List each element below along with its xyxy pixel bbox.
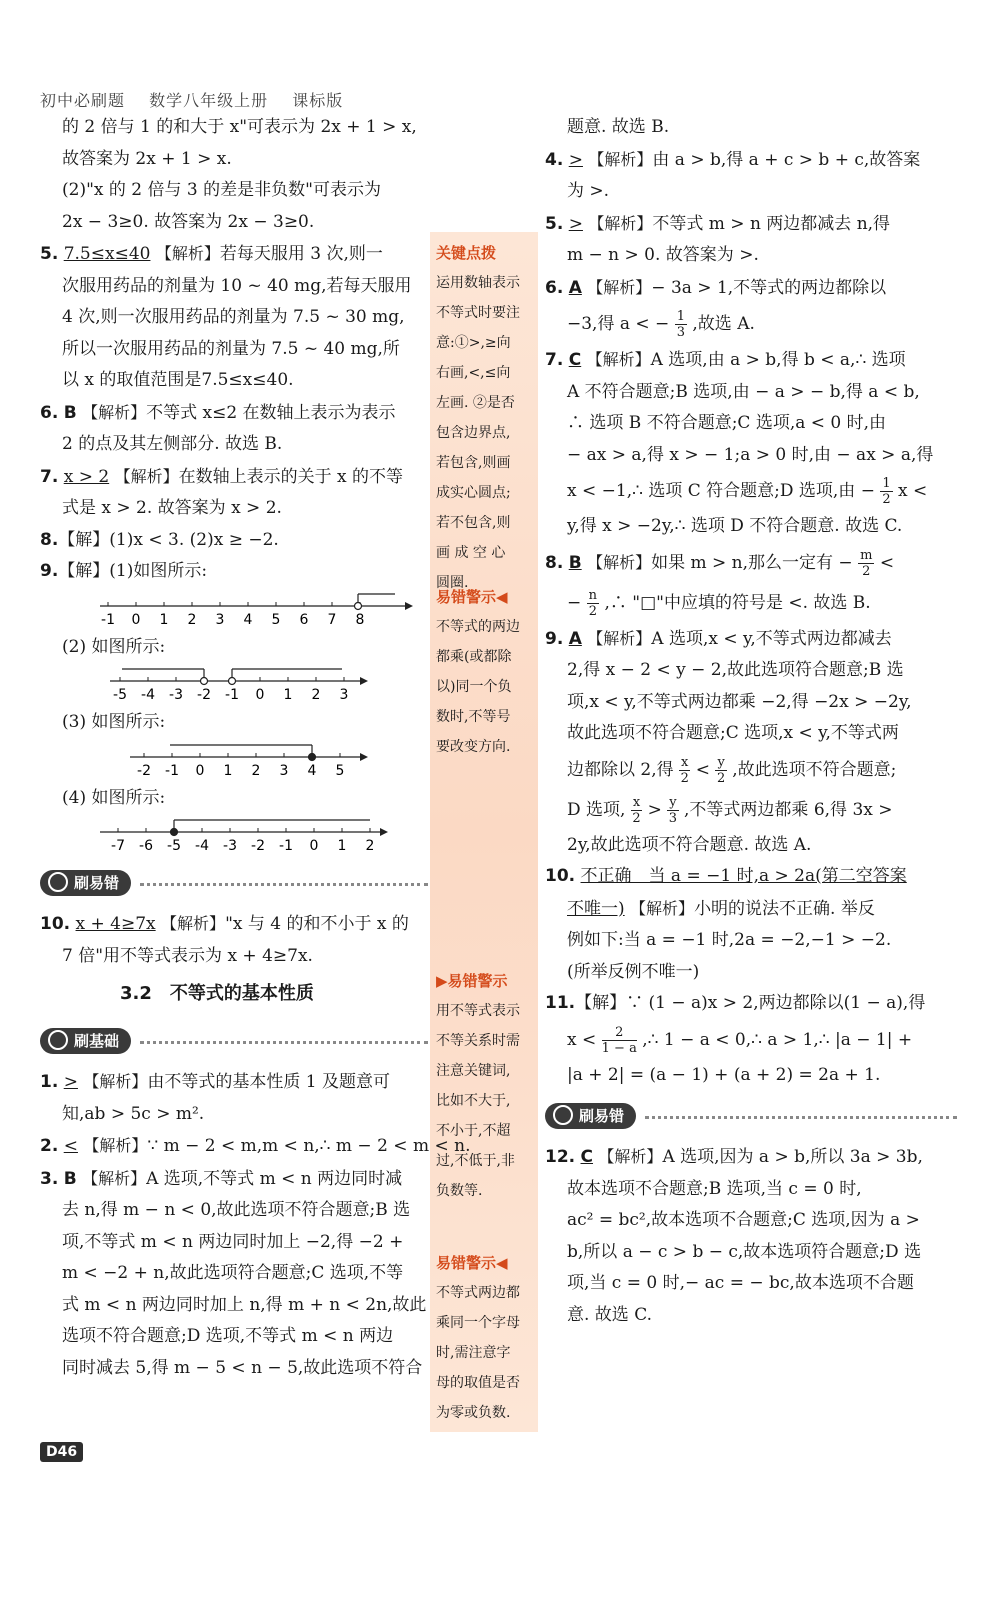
fraction xyxy=(667,795,678,826)
answer: B xyxy=(568,552,582,573)
text: x < xyxy=(898,481,928,501)
sidebar-title: 关键点拨 xyxy=(436,244,497,262)
sidebar-text: 比如不大于, xyxy=(436,1093,511,1109)
number-line-1 xyxy=(60,588,428,632)
text-line: 故本选项不合题意;B 选项,当 c = 0 时, xyxy=(567,1178,862,1199)
banner-pill xyxy=(40,1028,131,1054)
tick-label: 2 xyxy=(365,838,375,854)
text-line: 选项不符合题意;D 选项,不等式 m < n 两边 xyxy=(62,1326,394,1346)
denominator: 3 xyxy=(668,810,678,826)
number-line-3 xyxy=(60,739,428,783)
text: −3,得 a < − xyxy=(567,314,670,334)
sidebar-text: 圆圈. xyxy=(436,575,469,591)
header-edition: 课标版 xyxy=(292,91,344,110)
sidebar-text: 若不包含,则 xyxy=(436,515,511,531)
text-line: 2y,故此选项不符合题意. 故选 A. xyxy=(567,834,812,855)
numerator: m xyxy=(860,547,873,563)
text: 【解】(1)x < 3. (2)x ≥ −2. xyxy=(58,529,279,550)
dotted-rule xyxy=(140,1041,428,1044)
text: < xyxy=(695,759,711,780)
tick-label: -1 xyxy=(165,762,179,779)
header-book: 初中必刷题 xyxy=(40,91,126,110)
question-number: 9. xyxy=(40,561,59,581)
tick-label: -1 xyxy=(225,687,239,703)
question-8r xyxy=(545,543,957,583)
text-line: m − n > 0. 故答案为 >. xyxy=(567,245,759,265)
question-4 xyxy=(545,144,957,177)
sidebar-warning-1 xyxy=(436,582,534,762)
text: x < xyxy=(567,1029,597,1050)
answer: A xyxy=(568,628,582,649)
sidebar-text: 不小于,不超 xyxy=(436,1123,511,1139)
text: ,∴ "□"中应填的符号是 <. 故选 B. xyxy=(604,592,871,613)
number-line-svg xyxy=(60,663,420,707)
analysis-tag: 【解析】 xyxy=(83,1072,148,1091)
question-number: 8. xyxy=(545,552,564,573)
text: 由不等式的基本性质 1 及题意可 xyxy=(147,1072,390,1092)
text-line: (3) 如图所示: xyxy=(62,712,166,732)
question-number: 5. xyxy=(545,213,564,234)
analysis-tag: 【解析】 xyxy=(588,149,653,169)
answer: > xyxy=(568,149,583,170)
text-line: 所以一次服用药品的剂量为 7.5 ~ 40 mg,所 xyxy=(62,338,400,359)
analysis-tag: 【解析】 xyxy=(82,1168,147,1188)
tick-label: 1 xyxy=(159,611,169,628)
number-line-svg xyxy=(60,814,420,858)
tick-label: 8 xyxy=(355,611,365,628)
text-line: 题意. 故选 B. xyxy=(567,117,670,137)
question-6 xyxy=(40,397,428,430)
tick-label: -2 xyxy=(251,838,265,854)
question-number: 12. xyxy=(545,1147,576,1167)
answer: x > 2 xyxy=(63,466,110,487)
sidebar-text: 负数等. xyxy=(436,1183,483,1199)
question-number: 11. xyxy=(545,993,576,1013)
text: 若每天服用 3 次,则一 xyxy=(219,244,383,264)
answer: 7.5≤x≤40 xyxy=(63,244,151,264)
banner-pill xyxy=(40,870,131,896)
text: > xyxy=(647,799,662,820)
text-line: b,所以 a − c > b − c,故本选项符合题意;D 选 xyxy=(567,1241,922,1262)
tick-label: 2 xyxy=(251,762,261,779)
text-line: y,得 x > −2y,∴ 选项 D 不符合题意. 故选 C. xyxy=(567,516,903,536)
banner-label: 刷易错 xyxy=(74,874,120,892)
tick-label: 1 xyxy=(223,762,233,779)
tick-label: -2 xyxy=(197,687,211,703)
tick-label: 0 xyxy=(309,838,319,854)
denominator: 2 xyxy=(716,770,726,786)
brush-icon xyxy=(48,1030,68,1050)
fraction xyxy=(602,1025,637,1056)
sidebar-text: 不等式两边都 xyxy=(436,1285,520,1301)
section-title: 3.2 不等式的基本性质 xyxy=(120,983,314,1004)
tick-label: 3 xyxy=(215,611,225,628)
question-number: 4. xyxy=(545,149,564,170)
text-line xyxy=(545,304,957,344)
denominator: 2 xyxy=(862,563,871,579)
text: A 选项,不等式 m < n 两边同时减 xyxy=(146,1168,403,1189)
sidebar-text: 右画,<,≤向 xyxy=(436,365,511,381)
basic-question-3 xyxy=(40,1163,428,1196)
numerator: x xyxy=(681,754,689,770)
question-12r xyxy=(545,1141,957,1174)
text: 小明的说法不正确. 举反 xyxy=(694,898,875,919)
question-5r xyxy=(545,208,957,241)
answer: 不唯一) xyxy=(567,898,625,919)
text-line: 次服用药品的剂量为 10 ~ 40 mg,若每天服用 xyxy=(62,275,412,296)
question-number: 7. xyxy=(545,350,564,370)
text: A 选项,因为 a > b,所以 3a > 3b, xyxy=(662,1147,923,1167)
numerator: 1 xyxy=(882,476,891,491)
analysis-tag: 【解析】 xyxy=(155,244,220,263)
question-10r xyxy=(545,861,957,893)
answer: C xyxy=(568,350,582,370)
text-line: 2,得 x − 2 < y − 2,故此选项符合题意;B 选 xyxy=(567,660,904,680)
text-line xyxy=(545,750,957,790)
tick-label: -5 xyxy=(167,838,181,854)
analysis-tag: 【解析】 xyxy=(114,466,179,486)
text-line: 例如下:当 a = −1 时,2a = −2,−1 > −2. xyxy=(567,930,892,950)
numerator: n xyxy=(588,587,598,603)
tick-label: -4 xyxy=(141,687,155,703)
text: − 3a > 1,不等式的两边都除以 xyxy=(651,277,887,298)
text: 在数轴上表示的关于 x 的不等 xyxy=(178,466,403,487)
denominator: 2 xyxy=(588,603,597,619)
sidebar-text: 成实心圆点; xyxy=(436,485,511,501)
fraction xyxy=(858,548,874,579)
question-number: 8. xyxy=(40,529,59,550)
answer: A xyxy=(568,277,582,298)
sidebar-warning-2 xyxy=(436,966,534,1206)
text: 不等式 x≤2 在数轴上表示为表示 xyxy=(146,402,396,423)
tick-label: 6 xyxy=(299,611,309,628)
tick-label: 2 xyxy=(311,687,321,703)
tick-label: -7 xyxy=(111,838,125,854)
text-line: 项,当 c = 0 时,− ac = − bc,故本选项不合题 xyxy=(567,1273,914,1293)
fraction xyxy=(675,309,687,340)
analysis-tag: 【解析】 xyxy=(598,1147,663,1166)
denominator: 2 xyxy=(680,770,689,786)
sidebar-text: 不等关系时需 xyxy=(436,1033,520,1049)
tick-label: 7 xyxy=(327,611,337,628)
text-line: 4 次,则一次服用药品的剂量为 7.5 ~ 30 mg, xyxy=(62,307,405,327)
tick-label: -2 xyxy=(137,762,151,779)
analysis-tag: 【解析】 xyxy=(161,914,226,933)
number-line-2 xyxy=(60,663,428,707)
banner-label: 刷基础 xyxy=(74,1032,120,1050)
sidebar-text: 要改变方向. xyxy=(436,739,511,755)
answer: > xyxy=(568,213,583,234)
text: D 选项, xyxy=(567,799,626,820)
text-line: 式是 x > 2. 故答案为 x > 2. xyxy=(62,498,282,518)
text-line: ac² = bc²,故本选项不合题意;C 选项,因为 a > xyxy=(567,1210,920,1230)
fraction xyxy=(679,755,690,786)
question-9 xyxy=(40,556,428,588)
section-banner-basics xyxy=(40,1024,428,1058)
answer: x + 4≥7x xyxy=(75,914,156,934)
denominator: 2 xyxy=(882,492,891,507)
text-line: 的 2 倍与 1 的和大于 x"可表示为 2x + 1 > x, xyxy=(62,117,417,137)
section-banner-errors xyxy=(40,866,428,900)
sidebar-title: 易错警示◀ xyxy=(436,588,508,606)
denominator: 1 − a xyxy=(601,1040,637,1056)
numerator: y xyxy=(669,794,677,810)
section-banner-errors-2 xyxy=(545,1099,957,1133)
sidebar-warning-3 xyxy=(436,1248,534,1428)
brush-icon xyxy=(553,1105,573,1125)
text-line: A 不符合题意;B 选项,由 − a > − b,得 a < b, xyxy=(567,381,920,402)
text: 边都除以 2,得 xyxy=(567,759,674,780)
text-line: (所举反例不唯一) xyxy=(567,961,700,982)
tick-label: -3 xyxy=(223,838,237,854)
numerator: x xyxy=(632,794,641,810)
sidebar-text: 过,不低于,非 xyxy=(436,1153,515,1169)
text-line: ∴ 选项 B 不符合题意;C 选项,a < 0 时,由 xyxy=(567,413,887,433)
question-number: 7. xyxy=(40,466,59,487)
tick-label: 4 xyxy=(307,762,317,779)
analysis-tag: 【解析】 xyxy=(588,213,653,233)
text-line: 同时减去 5,得 m − 5 < n − 5,故此选项不符合 xyxy=(62,1357,423,1378)
text-line xyxy=(545,790,957,830)
text-line: |a + 2| = (a − 1) + (a + 2) = 2a + 1. xyxy=(567,1064,881,1085)
text-line: 故答案为 2x + 1 > x. xyxy=(62,148,232,169)
analysis-tag: 【解析】 xyxy=(587,552,652,572)
tick-label: 0 xyxy=(195,762,205,779)
banner-pill xyxy=(545,1103,636,1129)
question-number: 1. xyxy=(40,1072,59,1092)
sidebar-text: 包含边界点, xyxy=(436,425,511,441)
question-11r xyxy=(545,988,957,1020)
text: A 选项,由 a > b,得 b < a,∴ 选项 xyxy=(650,350,906,370)
sidebar-text: 画 成 空 心 xyxy=(436,545,506,561)
text-line: (2) 如图所示: xyxy=(62,636,166,657)
sidebar-text: 左画. ②是否 xyxy=(436,395,515,411)
number-line-svg xyxy=(60,739,420,783)
text-line xyxy=(545,471,957,511)
text: A 选项,x < y,不等式两边都减去 xyxy=(651,628,892,649)
sidebar-text: 乘同一个字母 xyxy=(436,1315,520,1331)
sidebar-text: 母的取值是否 xyxy=(436,1375,520,1391)
analysis-tag: 【解析】 xyxy=(82,402,147,422)
banner-label: 刷易错 xyxy=(579,1107,625,1125)
question-number: 3. xyxy=(40,1168,59,1189)
text: ,故此选项不符合题意; xyxy=(732,759,897,780)
basic-question-1 xyxy=(40,1066,428,1099)
number-line-4 xyxy=(60,814,428,858)
text: "x 与 4 的和不小于 x 的 xyxy=(225,914,409,934)
sidebar-text: 注意关键词, xyxy=(436,1063,511,1079)
text-line xyxy=(545,1020,957,1060)
tick-label: -1 xyxy=(101,611,115,628)
answer: 不正确 当 a = −1 时,a > 2a(第二空答案 xyxy=(580,866,907,886)
text-line: 为 >. xyxy=(567,181,610,201)
text: 【解】∵ (1 − a)x > 2,两边都除以(1 − a),得 xyxy=(575,993,926,1013)
question-number: 10. xyxy=(545,866,576,886)
numerator: y xyxy=(717,754,725,770)
answer: B xyxy=(63,402,77,423)
sidebar-text: 为零或负数. xyxy=(436,1405,511,1421)
question-number: 6. xyxy=(40,402,59,423)
text-line: 意. 故选 C. xyxy=(567,1304,653,1325)
text-line: (4) 如图所示: xyxy=(62,787,166,808)
number-line-svg xyxy=(60,588,420,632)
tick-label: -4 xyxy=(195,838,209,854)
numerator: 2 xyxy=(602,1025,637,1041)
open-point xyxy=(355,602,362,609)
sidebar-text: 若包含,则画 xyxy=(436,455,511,471)
brush-icon xyxy=(48,872,68,892)
text-line: 7 倍"用不等式表示为 x + 4≥7x. xyxy=(62,945,313,966)
sidebar-text: 都乘(或都除 xyxy=(436,649,512,665)
tick-label: -3 xyxy=(169,687,183,703)
question-7 xyxy=(40,461,428,494)
sidebar-text: 运用数轴表示 xyxy=(436,275,520,291)
fraction xyxy=(631,795,642,826)
text: ,不等式两边都乘 6,得 3x > xyxy=(684,799,893,820)
text: < xyxy=(879,552,895,573)
header-subject: 数学八年级上册 xyxy=(149,91,269,110)
text-line: 以 x 的取值范围是7.5≤x≤40. xyxy=(62,370,294,390)
sidebar-text: 以)同一个负 xyxy=(436,679,512,695)
question-9r xyxy=(545,623,957,656)
text: x < −1,∴ 选项 C 符合题意;D 选项,由 − xyxy=(567,481,875,501)
tick-label: 1 xyxy=(283,687,293,703)
sidebar-text: 用不等式表示 xyxy=(436,1003,520,1019)
analysis-tag: 【解析】 xyxy=(630,898,695,918)
text: 由 a > b,得 a + c > b + c,故答案 xyxy=(652,149,921,170)
text-line: 项,不等式 m < n 两边同时加上 −2,得 −2 + xyxy=(62,1231,404,1252)
text-line xyxy=(545,893,957,926)
fraction xyxy=(587,588,599,619)
fraction xyxy=(880,476,892,507)
sidebar-text: 意:①>,≥向 xyxy=(436,335,511,351)
page-number: D46 xyxy=(40,1442,83,1462)
question-number: 9. xyxy=(545,628,564,649)
answer: C xyxy=(580,1147,594,1167)
sidebar-text: 不等式的两边 xyxy=(436,619,520,635)
text: ,∴ 1 − a < 0,∴ a > 1,∴ |a − 1| + xyxy=(642,1029,913,1050)
text: 不等式 m > n 两边都减去 n,得 xyxy=(652,213,891,234)
text-line: (2)"x 的 2 倍与 3 的差是非负数"可表示为 xyxy=(62,180,381,200)
question-10 xyxy=(40,908,428,941)
fraction xyxy=(715,755,726,786)
tick-label: -6 xyxy=(139,838,153,854)
sidebar-title: 易错警示◀ xyxy=(436,1254,508,1272)
tick-label: 4 xyxy=(243,611,253,628)
analysis-tag: 【解析】 xyxy=(586,350,651,369)
tick-label: -5 xyxy=(113,687,127,703)
tick-label: 1 xyxy=(337,838,347,854)
basic-question-2 xyxy=(40,1130,471,1163)
sidebar-text: 不等式时要注 xyxy=(436,305,520,321)
denominator: 3 xyxy=(676,325,685,340)
question-8 xyxy=(40,525,428,557)
tick-label: 0 xyxy=(131,611,141,628)
question-6r xyxy=(545,272,957,305)
text-line: 去 n,得 m − n < 0,故此选项不符合题意;B 选 xyxy=(62,1200,411,1220)
tick-label: 0 xyxy=(255,687,265,703)
question-number: 6. xyxy=(545,277,564,298)
text-line: 故此选项不符合题意;C 选项,x < y,不等式两 xyxy=(567,723,899,743)
dotted-rule xyxy=(140,883,428,886)
text: 如果 m > n,那么一定有 − xyxy=(651,552,853,573)
denominator: 2 xyxy=(632,810,641,826)
text-line: 式 m < n 两边同时加上 n,得 m + n < 2n,故此 xyxy=(62,1294,427,1315)
analysis-tag: 【解析】 xyxy=(83,1136,148,1155)
question-5 xyxy=(40,238,428,271)
sidebar-key-tip xyxy=(436,238,534,598)
text-line: − ax > a,得 x > − 1;a > 0 时,由 − ax > a,得 xyxy=(567,444,934,465)
answer: > xyxy=(63,1072,78,1092)
text-line: 知,ab > 5c > m². xyxy=(62,1103,205,1124)
tick-label: 5 xyxy=(271,611,281,628)
sidebar-text: 时,需注意字 xyxy=(436,1345,511,1361)
tick-label: 5 xyxy=(335,762,345,779)
text: 【解】(1)如图所示: xyxy=(58,561,208,581)
answer: B xyxy=(63,1168,77,1189)
text-line: 项,x < y,不等式两边都乘 −2,得 −2x > −2y, xyxy=(567,691,912,712)
question-number: 2. xyxy=(40,1136,59,1156)
tick-label: 3 xyxy=(279,762,289,779)
dotted-rule xyxy=(645,1116,957,1119)
numerator: 1 xyxy=(676,309,685,324)
tick-label: 2 xyxy=(187,611,197,628)
question-number: 5. xyxy=(40,244,59,264)
text-line: 2x − 3≥0. 故答案为 2x − 3≥0. xyxy=(62,211,315,232)
analysis-tag: 【解析】 xyxy=(587,628,652,648)
sidebar-title: ▶易错警示 xyxy=(436,972,508,990)
question-number: 10. xyxy=(40,914,71,934)
text: ,故选 A. xyxy=(692,314,755,334)
page-header xyxy=(40,88,361,111)
answer: < xyxy=(63,1136,78,1156)
right-column xyxy=(545,112,957,1331)
sidebar-text: 数时,不等号 xyxy=(436,709,511,725)
question-7r xyxy=(545,344,957,377)
tick-label: 3 xyxy=(339,687,349,703)
text-line xyxy=(545,583,957,623)
text-line: 2 的点及其左侧部分. 故选 B. xyxy=(62,434,283,454)
text-line: m < −2 + n,故此选项符合题意;C 选项,不等 xyxy=(62,1263,404,1283)
tick-label: -1 xyxy=(279,838,293,854)
text: − xyxy=(567,592,582,613)
text: ∵ m − 2 < m,m < n,∴ m − 2 < m < n. xyxy=(147,1136,471,1156)
analysis-tag: 【解析】 xyxy=(587,277,652,297)
